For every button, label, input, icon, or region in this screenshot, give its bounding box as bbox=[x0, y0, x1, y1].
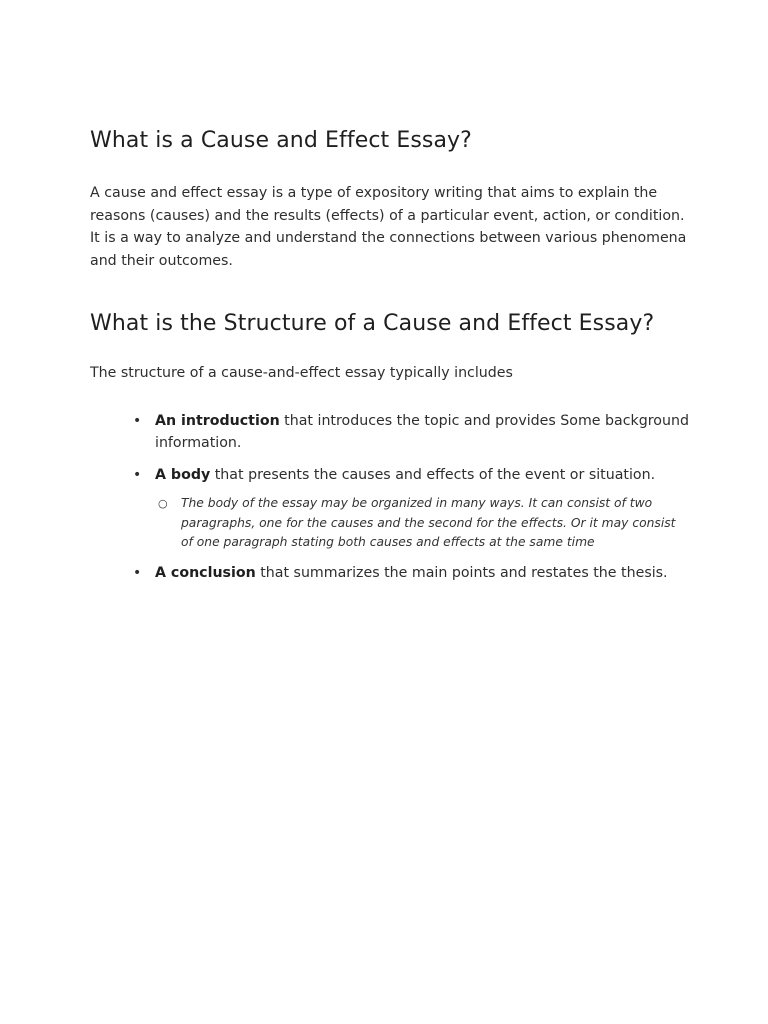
list-item-bold-term: A body bbox=[155, 466, 211, 483]
bullet-icon: • bbox=[133, 412, 142, 429]
sub-list-item bbox=[158, 494, 690, 553]
list-item-bold-term: A conclusion bbox=[155, 564, 256, 581]
sub-list bbox=[155, 494, 690, 553]
list-item-text: that presents the causes and effects of the event or situation. bbox=[210, 466, 656, 483]
list-item-text: that introduces the topic and provides Some background information. bbox=[155, 412, 689, 451]
sub-list-item-text: The body of the essay may be organized in many ways. It can consist of two paragraphs, one for the causes and the second for the effects. Or it may consist of one paragraph stating both causes and effects at the same time bbox=[181, 496, 676, 549]
structure-list bbox=[90, 410, 690, 585]
list-item-body bbox=[133, 464, 690, 553]
list-item-text: that summarizes the main points and restates the thesis. bbox=[255, 564, 668, 581]
list-item-conclusion bbox=[133, 562, 690, 585]
article-content bbox=[90, 126, 690, 593]
bullet-icon: • bbox=[133, 564, 142, 581]
heading-structure: What is the Structure of a Cause and Effect Essay? bbox=[90, 311, 655, 336]
intro-paragraph: A cause and effect essay is a type of expository writing that aims to explain the reasons (causes) and the results (effects) of a particular event, action, or condition. It is a way to analyze and understand the connections between various phenomena and their outcomes. bbox=[90, 185, 687, 269]
circle-bullet-icon: ○ bbox=[158, 497, 168, 510]
heading-what-is-cause-effect-essay: What is a Cause and Effect Essay? bbox=[90, 128, 472, 153]
list-item-bold-term: An introduction bbox=[155, 412, 280, 429]
bullet-icon: • bbox=[133, 466, 142, 483]
list-item-introduction bbox=[133, 410, 690, 455]
structure-lead-paragraph: The structure of a cause-and-effect essay typically includes bbox=[90, 365, 513, 381]
